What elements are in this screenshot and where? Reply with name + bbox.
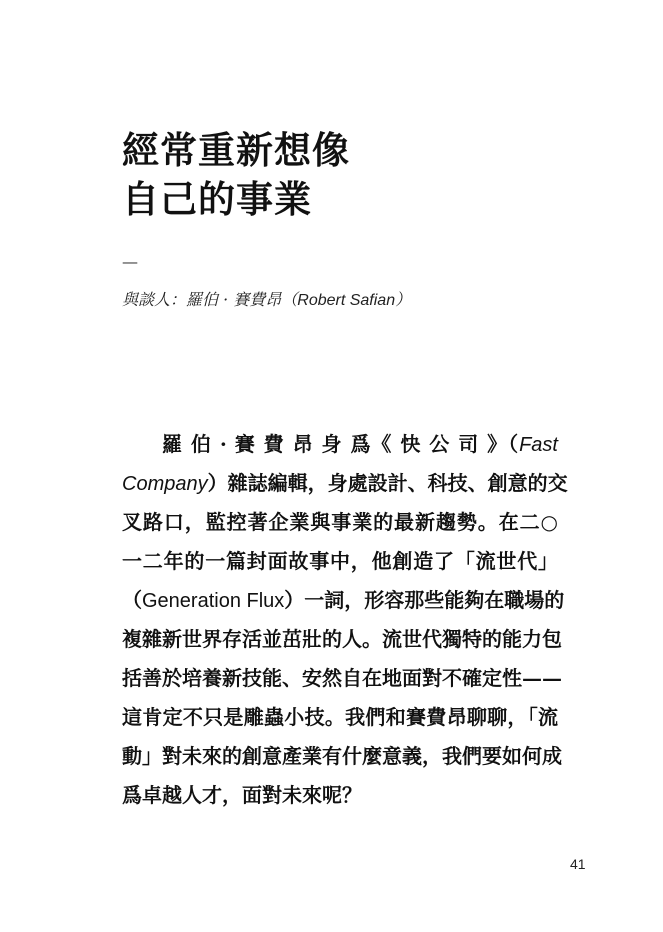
interviewee-byline xyxy=(122,289,411,312)
line-text: ）一詞，形容那些能夠在職場的 xyxy=(284,588,565,612)
line-text: （ xyxy=(122,588,142,612)
paragraph-line: 動」對未來的創意產業有什麼意義，我們要如何成 xyxy=(122,744,562,768)
chapter-title xyxy=(122,126,350,224)
intro-paragraph xyxy=(122,425,568,815)
latin-text: Company xyxy=(122,473,208,495)
paragraph-line: 叉路口，監控著企業與事業的最新趨勢。在二○ xyxy=(122,510,558,534)
byline-prefix: 與談人：羅伯 · 賽費昂（ xyxy=(122,290,298,309)
paragraph-line: 一二年的一篇封面故事中，他創造了「流世代」 xyxy=(122,549,558,573)
paragraph-line xyxy=(122,581,565,620)
paragraph-line xyxy=(122,425,558,464)
byline-suffix: ） xyxy=(395,290,412,309)
chapter-title-line-2: 自己的事業 xyxy=(122,178,312,221)
chapter-title-line-1: 經常重新想像 xyxy=(122,129,350,172)
paragraph-line: 複雜新世界存活並茁壯的人。流世代獨特的能力包 xyxy=(122,627,562,651)
paragraph-line: 這肯定不只是雕蟲小技。我們和賽費昂聊聊，「流 xyxy=(122,705,558,729)
paragraph-line: 括善於培養新技能、安然自在地面對不確定性—— xyxy=(122,666,562,690)
latin-text: Generation Flux xyxy=(142,590,285,612)
latin-text: Fast xyxy=(519,434,558,456)
paragraph-line: 爲卓越人才，面對未來呢？ xyxy=(122,783,362,807)
byline-latin-name: Robert Safian xyxy=(297,292,396,309)
page-number: 41 xyxy=(570,856,586,872)
line-text: 羅 伯 · 賽 費 昂 身 爲《 快 公 司 》（ xyxy=(162,432,520,456)
line-text: ）雜誌編輯，身處設計、科技、創意的交 xyxy=(207,471,568,495)
title-separator: — xyxy=(122,252,138,271)
paragraph-line xyxy=(122,464,568,503)
